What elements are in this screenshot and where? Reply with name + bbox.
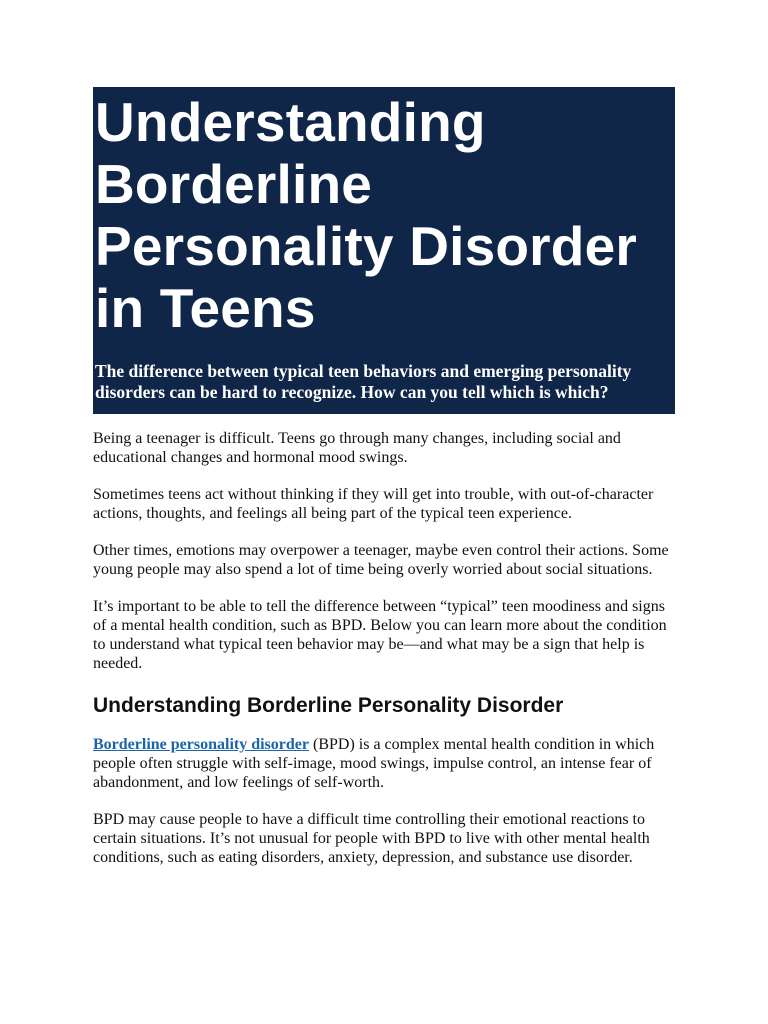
section-heading: Understanding Borderline Personality Disorder [93, 694, 564, 717]
paragraph-bpd-emotions: BPD may cause people to have a difficult time controlling their emotional reactions to certain situations. It’s not unusual for people with BPD to live with other mental health conditions, such as eating disorders, anxiety, depression, and substance use disorder. [93, 811, 650, 866]
paragraph-intro: Being a teenager is difficult. Teens go through many changes, including social and educational changes and hormonal mood swings. [93, 430, 621, 466]
article-subtitle: The difference between typical teen behaviors and emerging personality disorders can be hard to recognize. How can you tell which is which? [95, 361, 632, 402]
bpd-link[interactable]: Borderline personality disorder [93, 736, 309, 753]
article [93, 87, 675, 867]
paragraph-bpd-definition [93, 735, 675, 792]
article-title: Understanding Borderline Personality Disorder in Teens [95, 91, 637, 339]
paragraph-2: Sometimes teens act without thinking if they will get into trouble, with out-of-character actions, thoughts, and feelings all being part of the typical teen experience. [93, 486, 654, 522]
hero-banner [93, 87, 675, 414]
paragraph-bpd-definition-text: (BPD) is a complex mental health condition in which people often struggle with self-image, mood swings, impulse control, an intense fear of abandonment, and low feelings of self-worth. [93, 736, 655, 791]
paragraph-4: It’s important to be able to tell the difference between “typical” teen moodiness and signs of a mental health condition, such as BPD. Below you can learn more about the condition to understand what typical teen behavior may be—and what may be a sign that help is needed. [93, 598, 667, 672]
paragraph-3: Other times, emotions may overpower a teenager, maybe even control their actions. Some young people may also spend a lot of time being overly worried about social situations. [93, 542, 669, 578]
